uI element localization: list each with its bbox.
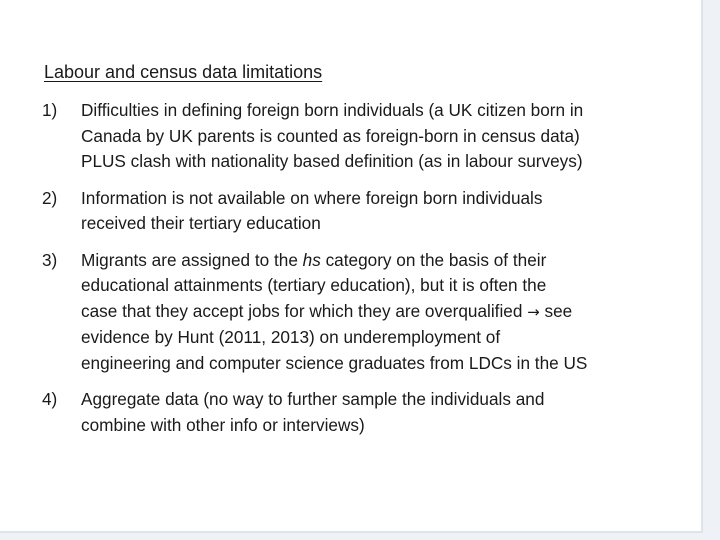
slide-title: Labour and census data limitations — [44, 62, 323, 82]
arrow-right-icon: → — [527, 302, 540, 321]
text-segment: see — [539, 300, 573, 321]
list-number: 3) — [42, 249, 58, 270]
list-number: 4) — [42, 389, 58, 409]
text-line — [81, 299, 692, 326]
text-segment: Migrants are assigned to the — [81, 249, 303, 270]
text-segment: case that they accept jobs for which they are overqualified — [81, 300, 528, 321]
list-item — [42, 248, 692, 377]
text-line: Aggregate data (no way to further sample the individuals and — [81, 389, 545, 409]
text-line: Canada by UK parents is counted as foreign-born in census data) — [81, 125, 580, 146]
text-line: educational attainments (tertiary education), but it is often the — [81, 275, 547, 295]
list-item — [42, 387, 692, 438]
numbered-list — [42, 98, 692, 449]
list-item — [42, 186, 692, 237]
italic-term: hs — [302, 249, 321, 270]
text-line: combine with other info or interviews) — [81, 414, 365, 435]
text-line: engineering and computer science graduates from LDCs in the US — [81, 352, 588, 373]
text-segment: category on the basis of their — [320, 249, 547, 270]
text-line: Information is not available on where foreign born individuals — [81, 187, 543, 208]
text-line — [81, 248, 692, 274]
text-line: Difficulties in defining foreign born individuals (a UK citizen born in — [81, 100, 584, 120]
text-line: received their tertiary education — [81, 213, 321, 233]
list-item — [42, 98, 692, 175]
list-number: 2) — [42, 187, 58, 208]
text-line: evidence by Hunt (2011, 2013) on underemployment of — [81, 327, 501, 347]
list-number: 1) — [42, 100, 58, 120]
text-line: PLUS clash with nationality based definition (as in labour surveys) — [81, 151, 583, 171]
